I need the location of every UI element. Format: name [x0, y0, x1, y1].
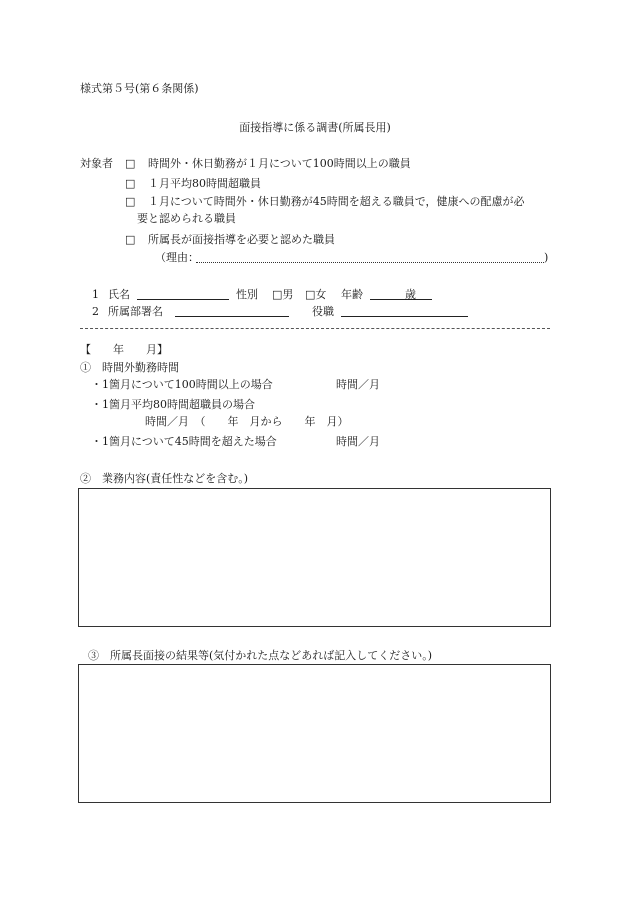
section-divider [80, 328, 550, 329]
department-input[interactable] [175, 304, 289, 317]
gender-female-checkbox[interactable]: □女 [305, 288, 327, 301]
target-item-2-text: １月平均80時間超職員 [148, 177, 261, 190]
row-1-number: 1 [92, 288, 99, 301]
age-label: 年齢 [341, 288, 363, 301]
name-input[interactable] [137, 287, 229, 300]
overtime-45h-label: ・1箇月について45時間を超えた場合 [91, 435, 277, 448]
position-input[interactable] [341, 304, 468, 317]
section-2-title: ② 業務内容(責任性などを含む。) [80, 472, 249, 485]
period-header: 【 年 月】 [80, 343, 168, 356]
target-checkbox-4[interactable]: □ [125, 233, 136, 246]
target-item-3-continuation: 要と認められる職員 [137, 212, 236, 225]
target-checkbox-3[interactable]: □ [125, 195, 136, 208]
age-input[interactable] [370, 287, 432, 300]
department-label: 所属部署名 [108, 305, 163, 318]
reason-close-paren: ) [544, 251, 549, 264]
overtime-80h-label: ・1箇月平均80時間超職員の場合 [91, 398, 255, 411]
age-unit: 歳 [405, 288, 416, 301]
target-item-3-text: １月について時間外・休日勤務が45時間を超える職員で，健康への配慮が必 [148, 195, 525, 208]
interview-result-textarea[interactable] [78, 664, 551, 803]
target-checkbox-1[interactable]: □ [125, 157, 136, 170]
overtime-100h-unit: 時間／月 [336, 378, 380, 391]
gender-label: 性別 [236, 288, 258, 301]
row-2-number: 2 [92, 305, 99, 318]
target-item-1-text: 時間外・休日勤務が１月について100時間以上の職員 [148, 157, 411, 170]
target-item-4-text: 所属長が面接指導を必要と認めた職員 [148, 233, 335, 246]
section-3-title: ③ 所属長面接の結果等(気付かれた点などあれば記入してください。) [88, 649, 433, 662]
reason-input-line[interactable] [196, 262, 544, 263]
work-content-textarea[interactable] [78, 488, 551, 627]
document-title: 面接指導に係る調書(所属長用) [239, 121, 391, 134]
position-label: 役職 [312, 305, 334, 318]
reason-label: （理由： [155, 251, 199, 264]
form-number: 様式第５号(第６条関係) [80, 82, 199, 95]
name-label: 氏名 [108, 288, 130, 301]
overtime-100h-label: ・1箇月について100時間以上の場合 [91, 378, 273, 391]
overtime-45h-unit: 時間／月 [336, 435, 380, 448]
target-label: 対象者 [80, 157, 113, 170]
target-checkbox-2[interactable]: □ [125, 177, 136, 190]
overtime-80h-detail: 時間／月 （ 年 月から 年 月） [145, 415, 349, 428]
gender-male-checkbox[interactable]: □男 [272, 288, 294, 301]
section-1-title: ① 時間外勤務時間 [80, 361, 179, 374]
